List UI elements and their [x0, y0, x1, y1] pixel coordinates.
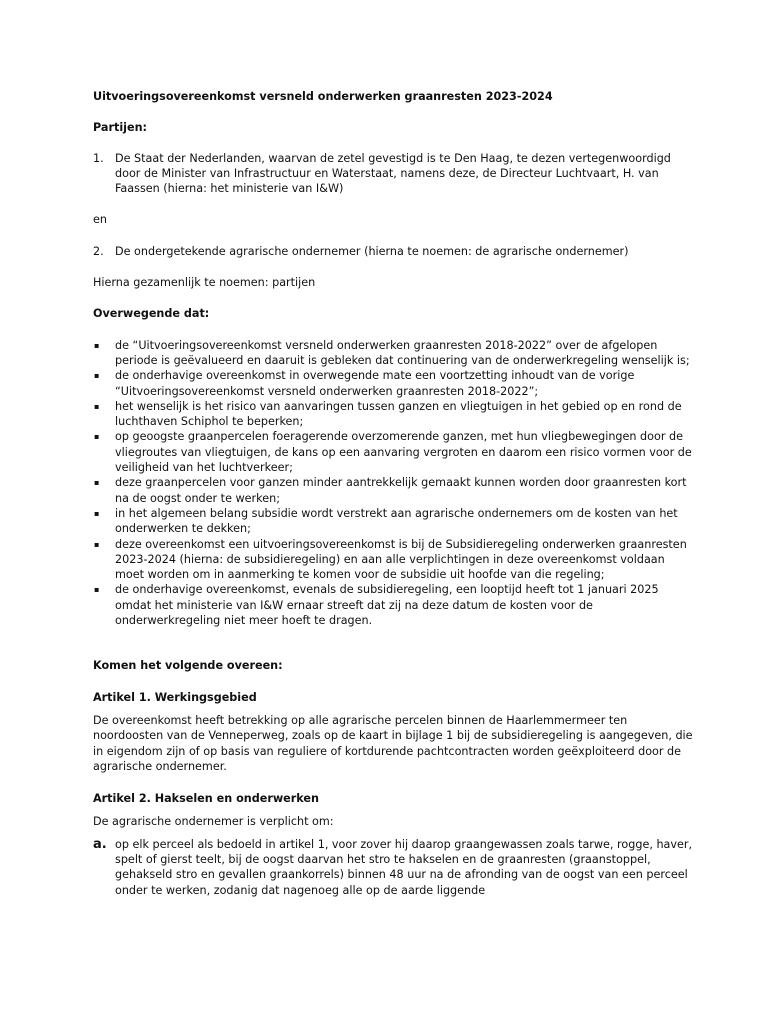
consideration-item: [93, 582, 693, 628]
item-a-letter: a.: [93, 836, 107, 852]
article-2-intro: De agrarische ondernemer is verplicht om:: [93, 815, 334, 829]
consideration-item: [93, 429, 693, 475]
item-a-text: op elk perceel als bedoeld in artikel 1, voor zover hij daarop graangewassen zoals tarwe, rogge, haver, spelt of gierst teelt, bij de oogst daarvan het stro te hakselen en de graanresten (graanstoppel, gehakseld stro en gevallen graankorrels) binnen 48 uur na de afronding van de oogst van een perceel onder te werken, zodanig dat nagenoeg alle op de aarde liggende: [115, 837, 693, 897]
considering-heading: Overwegende dat:: [93, 307, 210, 321]
consideration-text: op geoogste graanpercelen foeragerende overzomerende ganzen, met hun vliegbewegingen door de vliegroutes van vliegtuigen, de kans op een aanvaring vergroten en daarom een risico vormen voor de veiligheid van het luchtverkeer;: [115, 430, 692, 475]
party-2-number: 2.: [93, 244, 104, 258]
consideration-text: de onderhavige overeenkomst in overwegende mate een voortzetting inhoudt van de vorige “Uitvoeringsovereenkomst versneld onderwerken graanresten 2018-2022”;: [115, 369, 635, 398]
consideration-item: [93, 506, 693, 537]
consideration-text: de “Uitvoeringsovereenkomst versneld onderwerken graanresten 2018-2022” over de afgelopen periode is geëvalueerd en daaruit is gebleken dat continuering van de onderwerkregeling wenselijk is;: [115, 338, 690, 367]
consideration-item: [93, 537, 693, 583]
article-2-item-a: [93, 837, 693, 898]
party-1-number: 1.: [93, 151, 104, 165]
document-title: Uitvoeringsovereenkomst versneld onderwerken graanresten 2023-2024: [93, 90, 553, 103]
party-1: [93, 151, 693, 197]
bullet-icon: ▪: [94, 585, 100, 595]
consideration-item: [93, 368, 693, 399]
parties-heading: Partijen:: [93, 121, 148, 135]
party-1-text: De Staat der Nederlanden, waarvan de zetel gevestigd is te Den Haag, te dezen vertegenwoordigd door de Minister van Infrastructuur en Waterstaat, namens deze, de Directeur Luchtvaart, H. van Faassen (hierna: het ministerie van I&W): [115, 151, 671, 196]
consideration-text: deze overeenkomst een uitvoeringsovereenkomst is bij de Subsidieregeling onderwerken graanresten 2023-2024 (hierna: de subsidieregeling) en aan alle verplichtingen in deze overeenkomst voldaan moet worden om in aanmerking te komen voor de subsidie uit hoofde van die regeling;: [115, 537, 687, 582]
consideration-text: het wenselijk is het risico van aanvaringen tussen ganzen en vliegtuigen in het gebied op en rond de luchthaven Schiphol te beperken;: [115, 399, 682, 429]
article-2-title: Artikel 2. Hakselen en onderwerken: [93, 792, 319, 806]
bullet-icon: ▪: [94, 539, 100, 549]
bullet-icon: ▪: [94, 371, 100, 381]
consideration-text: in het algemeen belang subsidie wordt verstrekt aan agrarische ondernemers om de kosten van het onderwerken te dekken;: [115, 506, 678, 536]
consideration-text: deze graanpercelen voor ganzen minder aantrekkelijk gemaakt kunnen worden door graanresten kort na de oogst onder te werken;: [115, 476, 687, 505]
agree-heading: Komen het volgende overeen:: [93, 659, 283, 673]
party-2-text: De ondergetekende agrarische ondernemer (hierna te noemen: de agrarische ondernemer): [115, 244, 629, 258]
bullet-icon: ▪: [94, 340, 100, 350]
consideration-item: [93, 338, 693, 369]
considerations-list: [93, 338, 693, 629]
consideration-item: [93, 475, 693, 506]
consideration-text: de onderhavige overeenkomst, evenals de subsidieregeling, een looptijd heeft tot 1 januari 2025 omdat het ministerie van I&W ernaar streeft dat zij na deze datum de kosten voor de onderwerkregeling niet meer hoeft te dragen.: [115, 583, 659, 628]
bullet-icon: ▪: [94, 432, 100, 442]
article-1-body: De overeenkomst heeft betrekking op alle agrarische percelen binnen de Haarlemmermeer ten noordoosten van de Venneperweg, zoals op de kaart in bijlage 1 bij de subsidieregeling is aangegeven, die in eigendom zijn of op basis van reguliere of kortdurende pachtcontracten worden geëxploiteerd door de agrarische ondernemer.: [93, 713, 693, 773]
document-content: [93, 89, 693, 898]
bullet-icon: ▪: [94, 508, 100, 518]
party-2: [93, 244, 693, 259]
bullet-icon: ▪: [94, 401, 100, 411]
and-word: en: [93, 213, 107, 227]
together-text: Hierna gezamenlijk te noemen: partijen: [93, 276, 316, 290]
consideration-item: [93, 399, 693, 430]
article-1-title: Artikel 1. Werkingsgebied: [93, 690, 257, 704]
bullet-icon: ▪: [94, 478, 100, 488]
